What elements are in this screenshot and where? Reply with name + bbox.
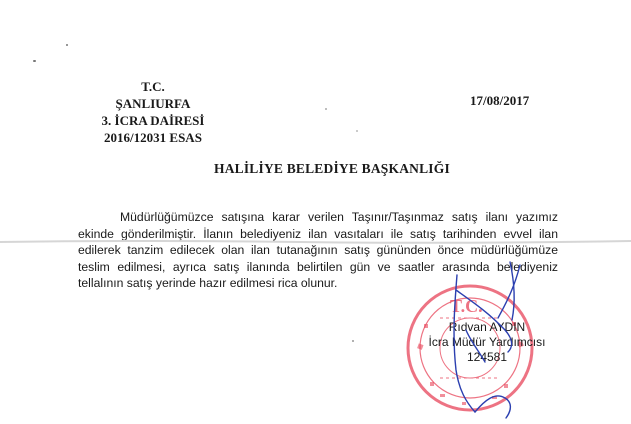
signatory-number: 124581 — [466, 350, 508, 364]
header-line-case-number: 2016/12031 ESAS — [104, 130, 202, 145]
signature-block — [422, 320, 552, 365]
scan-streak — [0, 232, 631, 238]
scan-speck — [356, 130, 358, 132]
signatory-name: Rıdvan AYDIN — [448, 320, 526, 334]
scan-speck — [66, 44, 68, 46]
scan-speck — [325, 108, 327, 110]
scan-speck — [352, 340, 354, 342]
header-line-tc: T.C. — [141, 79, 165, 94]
header-line-office: 3. İCRA DAİRESİ — [101, 113, 205, 128]
recipient-title: HALİLİYE BELEDİYE BAŞKANLIĞI — [214, 161, 450, 176]
document-date: 17/08/2017 — [470, 93, 530, 108]
stamp-center-text: T.C. — [450, 296, 483, 316]
court-header — [78, 78, 228, 146]
signatory-title: İcra Müdür Yardımcısı — [428, 335, 546, 349]
body-paragraph: Müdürlüğümüzce satışına karar verilen Taşınır/Taşınmaz satış ilanı yazımız ekinde gönderilmiştir. İlanın belediyeniz ilan vasıtaları ile satış tarihinden evvel ilan edilerek tanzim edilecek olan ilan tutanağının satış gününden önce müdürlüğümüze teslim edilmesi, ayrıca satış ilanında belirtilen gün ve saatler arasında belediyeniz tellalının satış yerinde hazır edilmesi rica olunur. — [78, 210, 558, 290]
scan-speck — [33, 60, 36, 62]
header-line-city: ŞANLIURFA — [115, 96, 191, 111]
